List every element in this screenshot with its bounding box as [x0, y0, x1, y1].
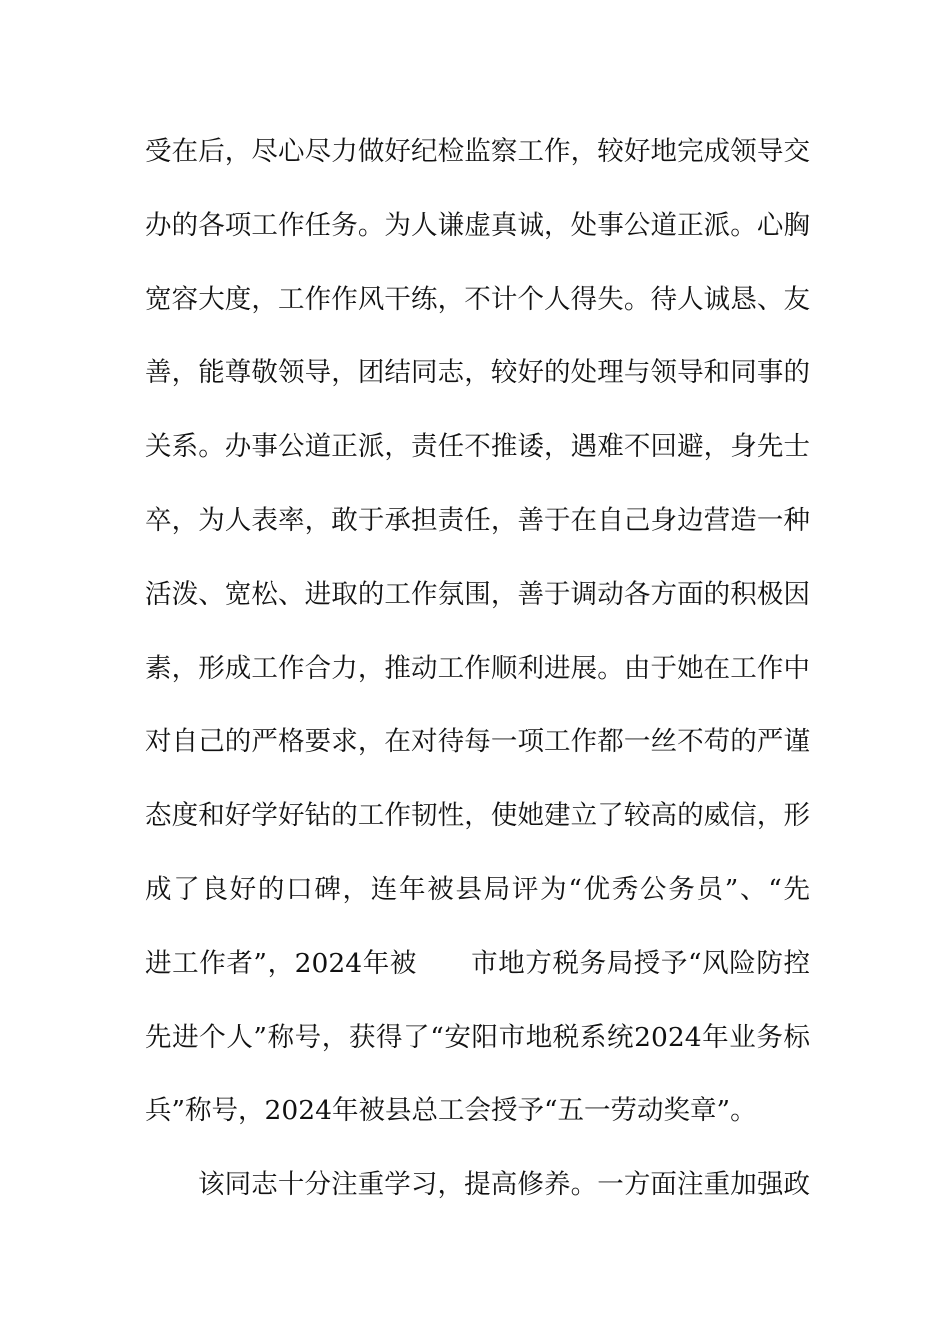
text-line: 卒，为人表率，敢于承担责任，善于在自己身边营造一种	[145, 504, 810, 536]
text-line: 成了良好的口碑，连年被县局评为“优秀公务员”、“先	[145, 873, 810, 905]
text-line: 关系。办事公道正派，责任不推诿，遇难不回避，身先士	[145, 431, 810, 463]
text-line: 办的各项工作任务。为人谦虚真诚，处事公道正派。心胸	[145, 209, 810, 241]
text-line: 宽容大度，工作作风干练，不计个人得失。待人诚恳、友	[145, 283, 810, 315]
paragraph-end-line: 兵”称号，2024年被县总工会授予“五一劳动奖章”。	[145, 1095, 757, 1127]
text-line: 进工作者”，2024年被 市地方税务局授予“风险防控	[145, 947, 810, 979]
text-line: 活泼、宽松、进取的工作氛围，善于调动各方面的积极因	[145, 578, 810, 610]
text-line: 素，形成工作合力，推动工作顺利进展。由于她在工作中	[145, 652, 810, 684]
text-line: 受在后，尽心尽力做好纪检监察工作，较好地完成领导交	[145, 136, 810, 167]
text-line: 对自己的严格要求，在对待每一项工作都一丝不苟的严谨	[145, 726, 810, 758]
text-line: 先进个人”称号，获得了“安阳市地税系统2024年业务标	[145, 1021, 810, 1053]
paragraph-start-line: 该同志十分注重学习，提高修养。一方面注重加强政	[198, 1169, 810, 1201]
text-line: 态度和好学好钻的工作韧性，使她建立了较高的威信，形	[145, 800, 810, 832]
text-line: 善，能尊敬领导，团结同志，较好的处理与领导和同事的	[145, 357, 810, 389]
body-text	[145, 126, 810, 1233]
